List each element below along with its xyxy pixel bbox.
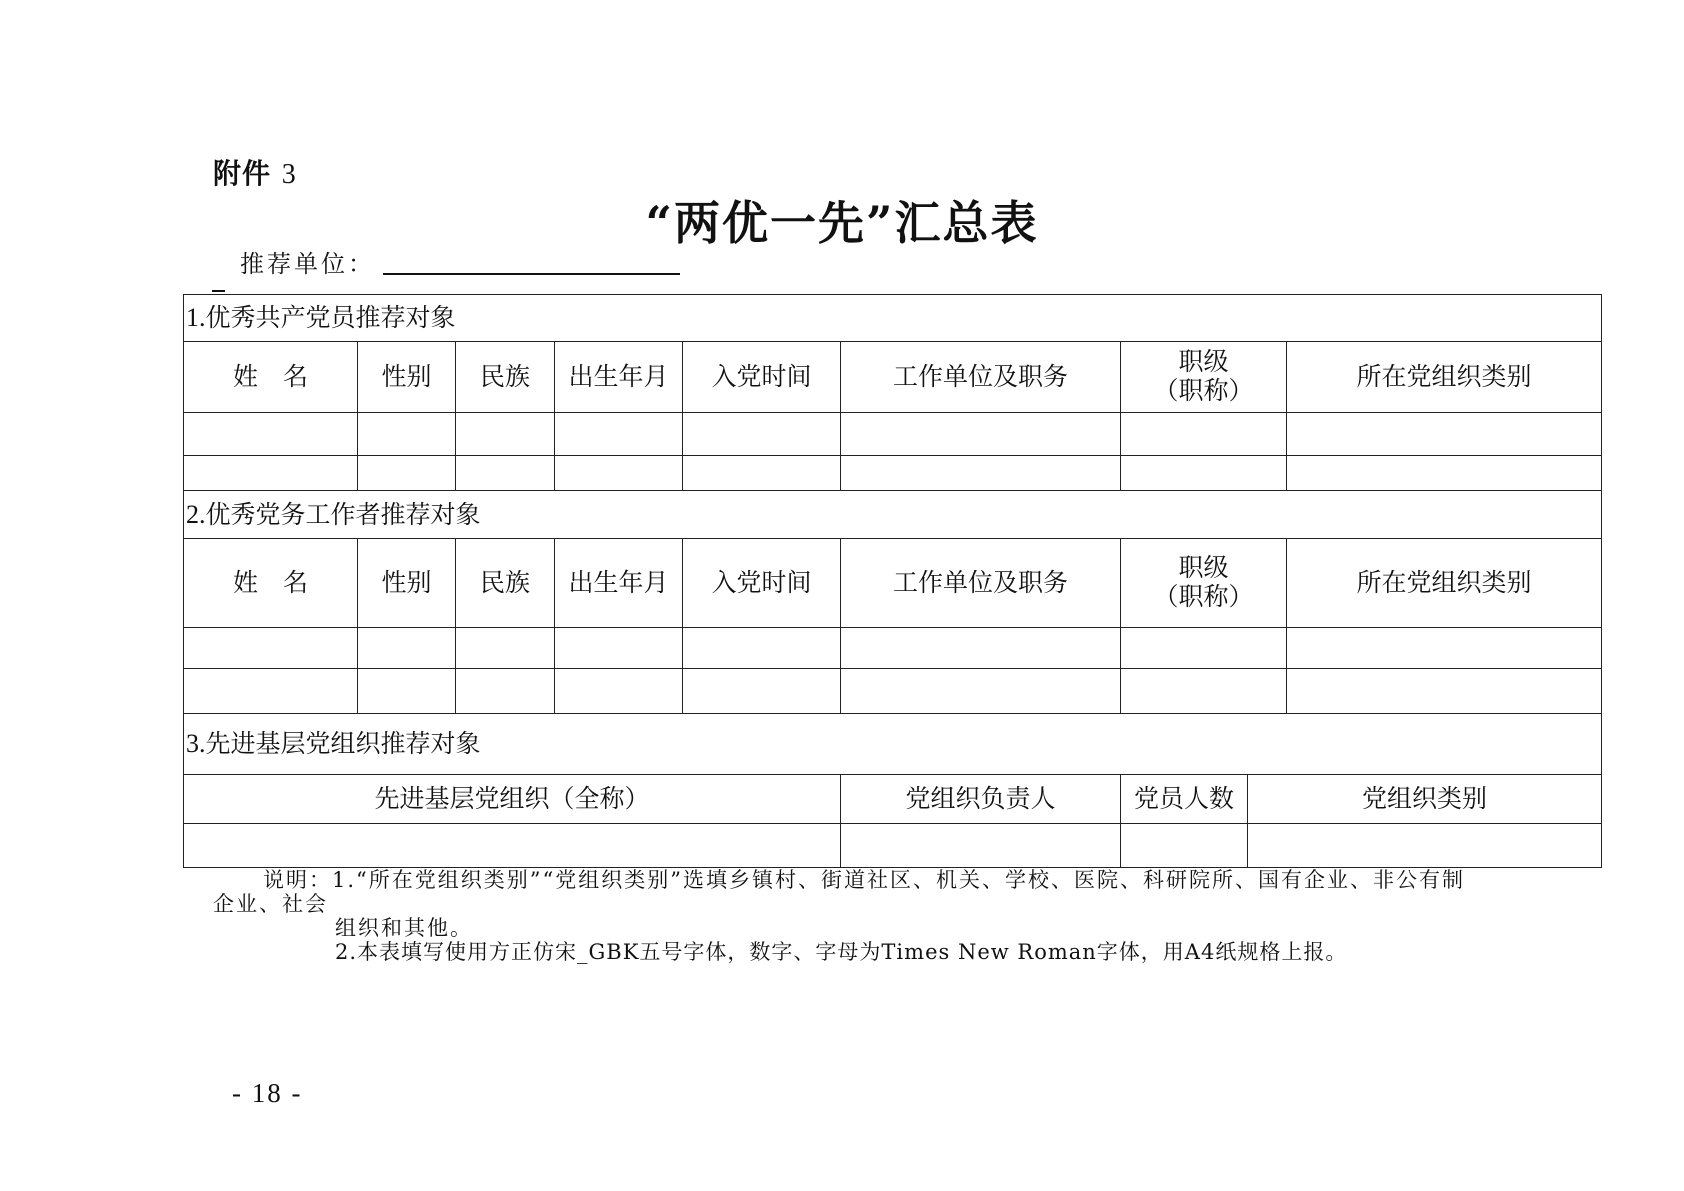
input-cell[interactable] xyxy=(456,669,555,714)
attachment-label xyxy=(213,152,297,192)
header-birth-date: 出生年月 xyxy=(555,539,683,628)
input-cell[interactable] xyxy=(1287,413,1602,456)
input-cell[interactable] xyxy=(1248,824,1602,868)
table-row xyxy=(184,669,1602,714)
table-row xyxy=(184,413,1602,456)
input-cell[interactable] xyxy=(555,456,683,491)
input-cell[interactable] xyxy=(683,628,841,669)
header-title: （职称） xyxy=(1153,582,1254,611)
header-birth-date: 出生年月 xyxy=(555,342,683,413)
header-name: 姓 名 xyxy=(184,539,358,628)
header-ethnicity: 民族 xyxy=(456,539,555,628)
input-cell[interactable] xyxy=(1121,669,1287,714)
header-work-unit-position: 工作单位及职务 xyxy=(841,342,1121,413)
input-cell[interactable] xyxy=(1121,413,1287,456)
page-number: - 18 - xyxy=(232,1078,303,1108)
header-rank-title xyxy=(1121,539,1287,628)
input-cell[interactable] xyxy=(1121,628,1287,669)
recommending-unit-blank[interactable] xyxy=(383,273,680,275)
section2-title: 2.优秀党务工作者推荐对象 xyxy=(184,491,1602,539)
section1-title-row xyxy=(184,295,1602,342)
header-gender: 性别 xyxy=(358,342,456,413)
input-cell[interactable] xyxy=(1287,456,1602,491)
section2-header-row xyxy=(184,539,1602,628)
input-cell[interactable] xyxy=(683,669,841,714)
input-cell[interactable] xyxy=(184,628,358,669)
input-cell[interactable] xyxy=(683,456,841,491)
header-work-unit-position: 工作单位及职务 xyxy=(841,539,1121,628)
input-cell[interactable] xyxy=(841,824,1121,868)
header-name: 姓 名 xyxy=(184,342,358,413)
section2-title-row xyxy=(184,491,1602,539)
input-cell[interactable] xyxy=(184,669,358,714)
input-cell[interactable] xyxy=(841,669,1121,714)
section3-header-row xyxy=(184,775,1602,824)
header-title: （职称） xyxy=(1153,376,1254,405)
note-line-2: 企业、社会 xyxy=(213,892,328,916)
header-party-join-date: 入党时间 xyxy=(683,539,841,628)
input-cell[interactable] xyxy=(841,628,1121,669)
input-cell[interactable] xyxy=(358,456,456,491)
input-cell[interactable] xyxy=(456,413,555,456)
input-cell[interactable] xyxy=(1121,456,1287,491)
summary-table xyxy=(183,294,1602,868)
input-cell[interactable] xyxy=(1287,669,1602,714)
header-org-type: 党组织类别 xyxy=(1248,775,1602,824)
input-cell[interactable] xyxy=(1287,628,1602,669)
input-cell[interactable] xyxy=(456,628,555,669)
input-cell[interactable] xyxy=(456,456,555,491)
header-party-join-date: 入党时间 xyxy=(683,342,841,413)
header-org-leader: 党组织负责人 xyxy=(841,775,1121,824)
document-title: “两优一先”汇总表 xyxy=(645,196,1039,250)
header-rank-title xyxy=(1121,342,1287,413)
table-row xyxy=(184,824,1602,868)
recommending-unit-label: 推荐单位： xyxy=(240,250,375,278)
section1-title: 1.优秀共产党员推荐对象 xyxy=(184,295,1602,342)
dash-mark xyxy=(212,290,225,292)
input-cell[interactable] xyxy=(841,413,1121,456)
input-cell[interactable] xyxy=(1121,824,1248,868)
input-cell[interactable] xyxy=(683,413,841,456)
header-rank: 职级 xyxy=(1178,347,1229,377)
header-rank: 职级 xyxy=(1178,553,1229,583)
section3-title-row xyxy=(184,714,1602,775)
header-member-count: 党员人数 xyxy=(1121,775,1248,824)
section1-header-row xyxy=(184,342,1602,413)
input-cell[interactable] xyxy=(555,669,683,714)
header-ethnicity: 民族 xyxy=(456,342,555,413)
table-row xyxy=(184,628,1602,669)
header-org-full-name: 先进基层党组织（全称） xyxy=(184,775,841,824)
header-party-org-type: 所在党组织类别 xyxy=(1287,539,1602,628)
note-line-1: 说明：1.“所在党组织类别”“党组织类别”选填乡镇村、街道社区、机关、学校、医院、科研院所、国有企业、非公有制 xyxy=(263,868,1465,892)
input-cell[interactable] xyxy=(184,456,358,491)
input-cell[interactable] xyxy=(555,628,683,669)
section3-title: 3.先进基层党组织推荐对象 xyxy=(184,714,1602,775)
attachment-text: 附件 xyxy=(213,157,272,190)
input-cell[interactable] xyxy=(358,628,456,669)
table-row xyxy=(184,456,1602,491)
input-cell[interactable] xyxy=(358,413,456,456)
input-cell[interactable] xyxy=(555,413,683,456)
note-line-4: 2.本表填写使用方正仿宋_GBK五号字体，数字、字母为Times New Roman字体，用A4纸规格上报。 xyxy=(335,940,1348,964)
input-cell[interactable] xyxy=(184,413,358,456)
attachment-number: 3 xyxy=(281,159,297,190)
header-party-org-type: 所在党组织类别 xyxy=(1287,342,1602,413)
input-cell[interactable] xyxy=(184,824,841,868)
input-cell[interactable] xyxy=(841,456,1121,491)
header-gender: 性别 xyxy=(358,539,456,628)
input-cell[interactable] xyxy=(358,669,456,714)
note-line-3: 组织和其他。 xyxy=(335,916,473,940)
notes xyxy=(213,868,1513,964)
